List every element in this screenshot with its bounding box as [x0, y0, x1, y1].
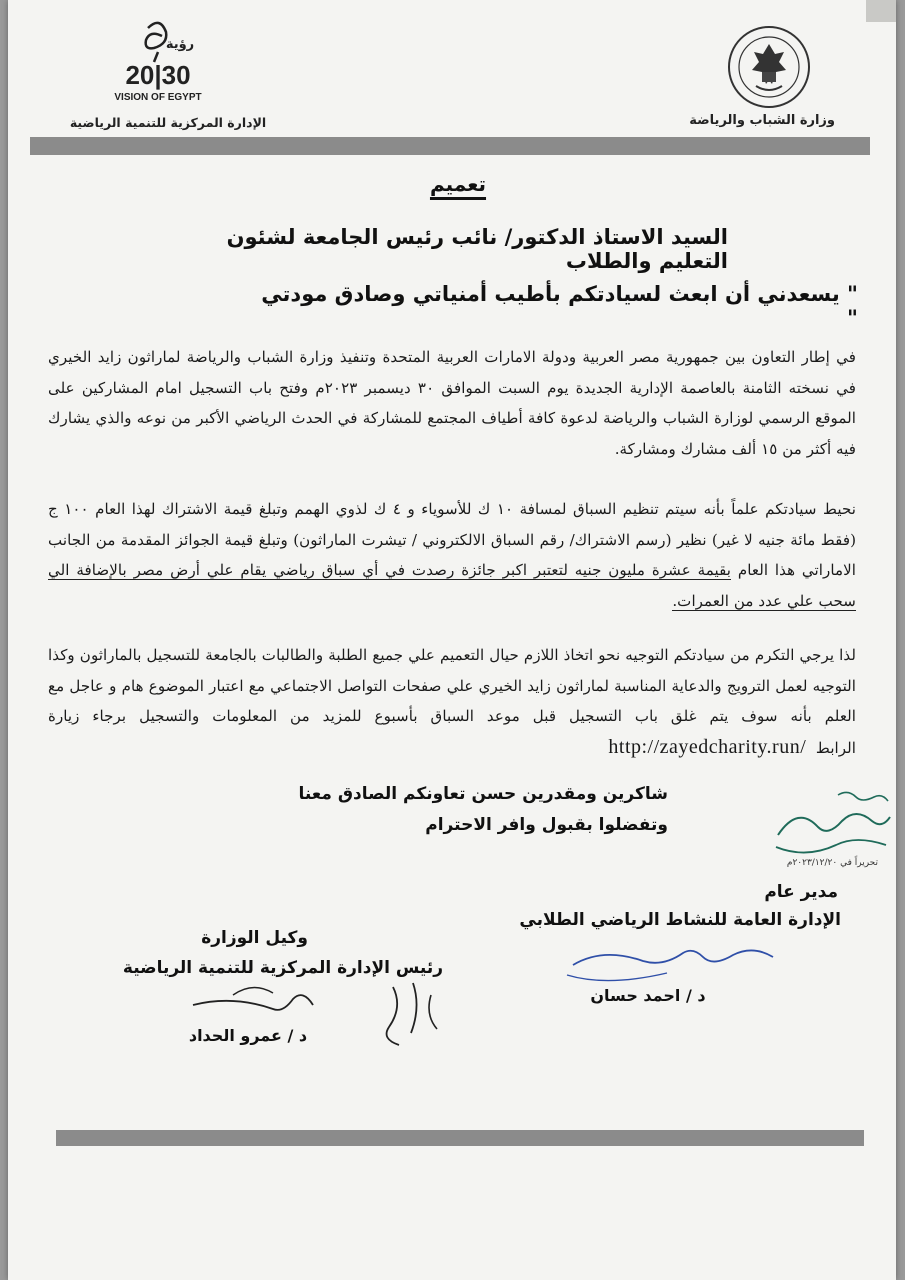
right-signatory-signature-icon: [553, 945, 803, 990]
document-subject: تعميم: [429, 172, 487, 196]
closing-regards: وتفضلوا بقبول وافر الاحترام: [425, 815, 668, 835]
vision-2030-logo: [108, 18, 208, 110]
ministry-name: وزارة الشباب والرياضة: [689, 113, 835, 128]
vision-2030-mark-icon: [108, 18, 208, 110]
left-signatory-title: وكيل الوزارة: [201, 928, 308, 948]
header-divider: [30, 137, 870, 155]
body-paragraph-3-text: لذا يرجي التكرم من سيادتكم التوجيه نحو اتخاذ اللازم حيال التعميم علي جميع الطلبة والطالبات بالجامعة للتسجيل بالماراثون وكذا التوجيه لعمل الترويج والدعاية المناسبة لماراثون زايد الخيري علي صفحات التواصل الاجتماعي مع اعتبار الموضوع هام و عاجل مع العلم بأنه سوف يتم غلق باب التسجيل قبل موعد السباق بأسبوع للمزيد من المعلومات والتسجيل برجاء زيارة الرابط: [48, 646, 856, 757]
right-signatory-department: الإدارة العامة للنشاط الرياضي الطلابي: [519, 910, 841, 930]
body-paragraph-3: [48, 640, 856, 763]
body-paragraph-1: في إطار التعاون بين جمهورية مصر العربية ودولة الامارات العربية المتحدة وتنفيذ وزارة الشباب والرياضة لماراثون زايد الخيري في نسخته الثامنة بالعاصمة الإدارية الجديدة يوم السبت الموافق ٣٠ ديسمبر ٢٠٢٣م وفتح باب التسجيل امام المشاركين على الموقع الرسمي لوزارة الشباب والرياضة لدعوة كافة أطياف المجتمع للمشاركة في الحدث الرياضي الأكبر من نوعه والذي يشارك فيه أكثر من ١٥ ألف مشارك ومشاركة.: [48, 348, 857, 458]
body-paragraph-2-text: نحيط سيادتكم علماً بأنه سيتم تنظيم السباق لمسافة ١٠ ك للأسوياء و ٤ ك لذوي الهمم وتبلغ قيمة الاشتراك لهذا العام ١٠٠ ج (فقط مائة جنيه لا غير) نظير (رسم الاشتراك/ رقم السباق الالكتروني / تيشرت الماراثون) وتبلغ قيمة الجوائز المقدمة من الجانب الاماراتي هذا العام: [48, 500, 856, 580]
left-signatory-name: د / عمرو الحداد: [188, 1026, 308, 1045]
ministry-emblem-icon: [726, 24, 812, 110]
prize-highlight: بقيمة عشرة مليون جنيه لتعتبر اكبر جائزة رصدت في أي سباق رياضي يقام علي أرض مصر بالإضافة الي سحب علي عدد من العمرات.: [48, 561, 856, 610]
greeting-line: " يسعدني أن ابعث لسيادتكم بأطيب أمنياتي وصادق مودتي ": [261, 282, 858, 330]
footer-divider: [56, 1130, 864, 1146]
recipient-line: السيد الاستاذ الدكتور/ نائب رئيس الجامعة لشئون التعليم والطلاب: [226, 225, 728, 273]
vision-year: 20|30: [125, 60, 191, 90]
page-fold: [866, 0, 896, 22]
draft-date: تحريراً في ٢٠٢٣/١٢/٢٠م: [786, 858, 878, 868]
central-admin-name: الإدارة المركزية للتنمية الرياضية: [69, 115, 267, 130]
body-paragraph-2: [48, 494, 856, 616]
vision-word: رؤية: [165, 37, 195, 52]
right-signatory-name: د / احمد حسان: [590, 986, 706, 1005]
left-signatory-department: رئيس الإدارة المركزية للتنمية الرياضية: [122, 958, 443, 978]
closing-thanks: شاكرين ومقدرين حسن تعاونكم الصادق معنا: [298, 784, 668, 804]
registration-link[interactable]: http://zayedcharity.run/: [608, 735, 807, 758]
right-signatory-title: مدير عام: [764, 882, 838, 902]
vision-tagline: VISION OF EGYPT: [114, 92, 202, 103]
document-page: [8, 0, 896, 1280]
